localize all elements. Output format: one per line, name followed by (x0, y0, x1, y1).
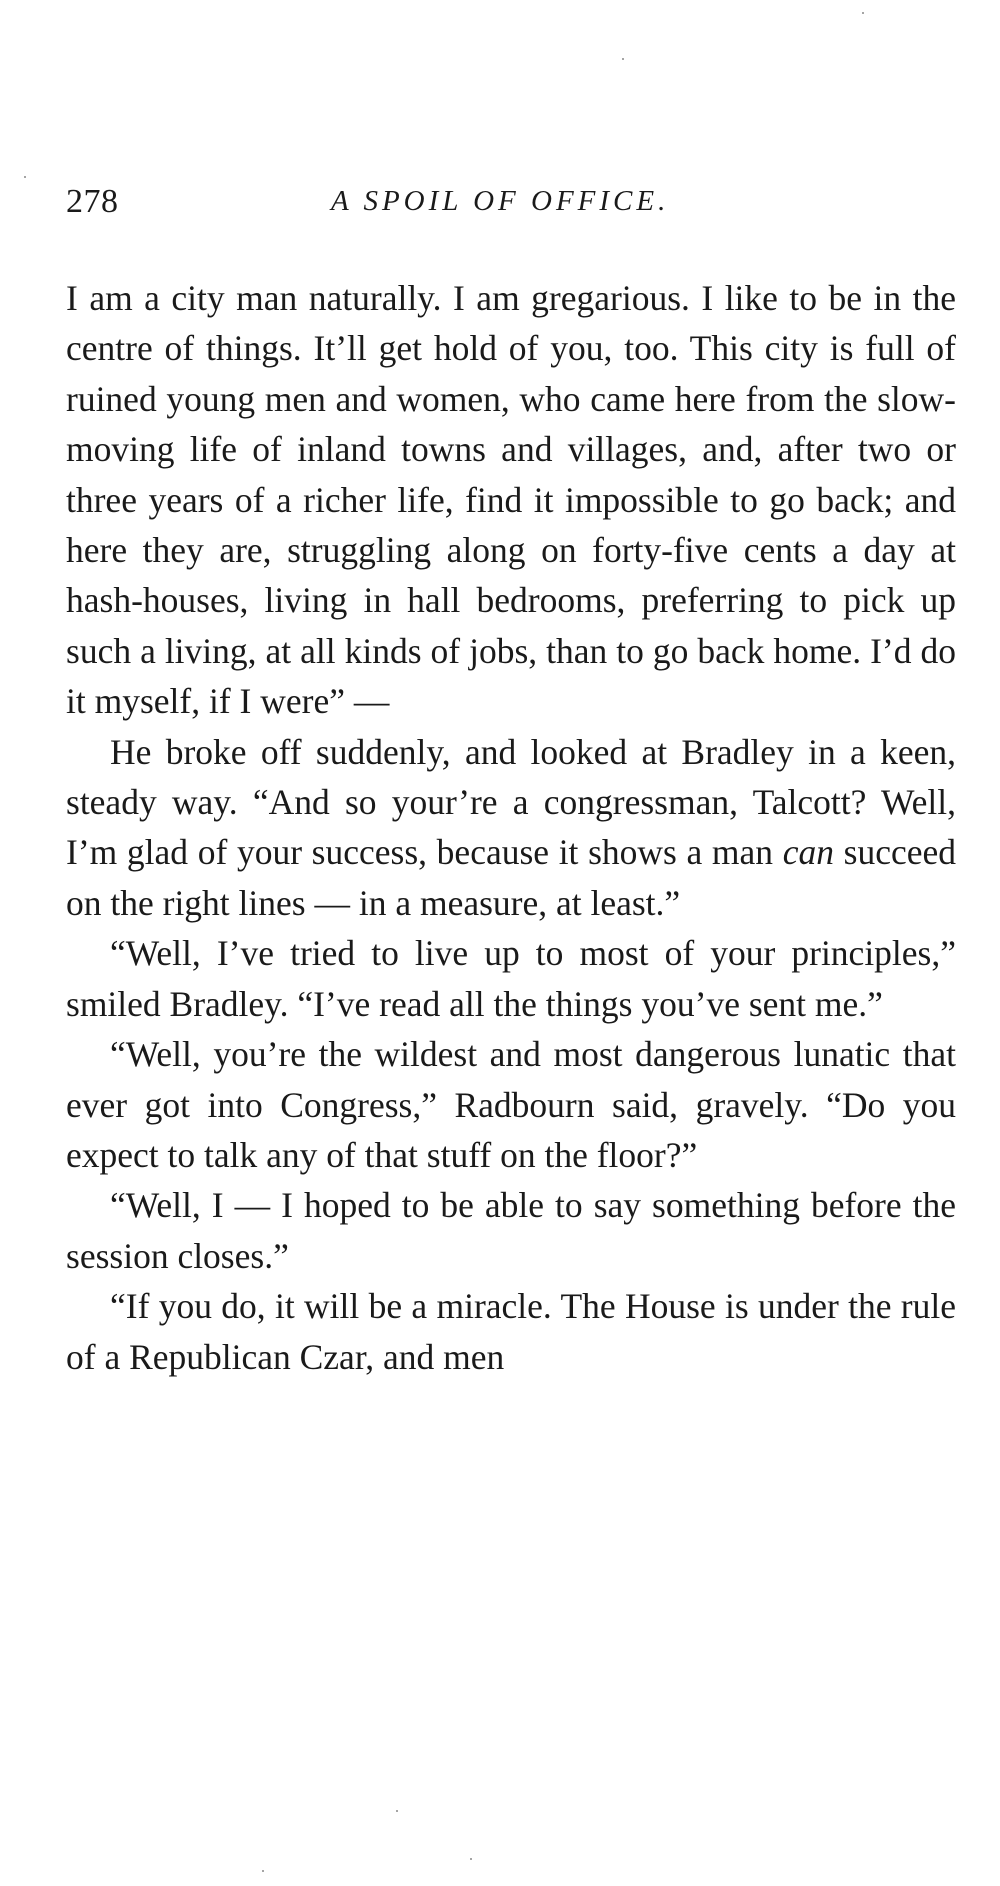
paragraph-text: “Well, you’re the wildest and most dangerous lunatic that ever got into Congress,” Radbourn said, gravely. “Do you expect to talk any of that stuff on the floor?” (66, 1034, 956, 1175)
paragraph-text: succeed on the right lines — in a measure, at least.” (66, 832, 957, 923)
paragraph-text: “If you do, it will be a miracle. The House is under the rule of a Republican Czar, and men (66, 1286, 956, 1377)
speck (396, 1810, 398, 1812)
paragraph (66, 1029, 956, 1180)
emphasis-text: can (782, 832, 834, 873)
speck (622, 58, 624, 60)
paragraph-text: He broke off suddenly, and looked at Bradley in a keen, steady way. “And so your’re a congressman, Talcott? Well, I’m glad of your success, because it shows a man (66, 731, 956, 873)
paragraph-text: “Well, I — I hoped to be able to say something before the session closes.” (66, 1185, 956, 1276)
paragraph (66, 1281, 956, 1382)
paragraph-text: I am a city man naturally. I am gregarious. I like to be in the centre of things. It’ll get hold of you, too. This city is full of ruined young men and women, who came here from the slow-moving life of inland towns and villages, and, after two or three years of a richer life, find it impossible to go back; and here they are, struggling along on forty-five cents a day at hash-houses, living in hall bedrooms, preferring to pick up such a living, at all kinds of jobs, than to go back home. I’d do it myself, if I were” — (66, 278, 956, 722)
page-number: 278 (66, 183, 119, 220)
speck (262, 1870, 264, 1872)
running-title: A SPOIL OF OFFICE. (331, 185, 670, 217)
paragraph (66, 727, 956, 929)
paragraph (66, 273, 956, 727)
paragraph-text: “Well, I’ve tried to live up to most of your principles,” smiled Bradley. “I’ve read all the things you’ve sent me.” (66, 933, 956, 1024)
paragraph (66, 928, 956, 1029)
speck (24, 176, 26, 178)
speck (862, 12, 864, 14)
body-text (66, 273, 956, 1382)
page-header (66, 183, 956, 233)
speck (470, 1858, 472, 1860)
paragraph (66, 1180, 956, 1281)
